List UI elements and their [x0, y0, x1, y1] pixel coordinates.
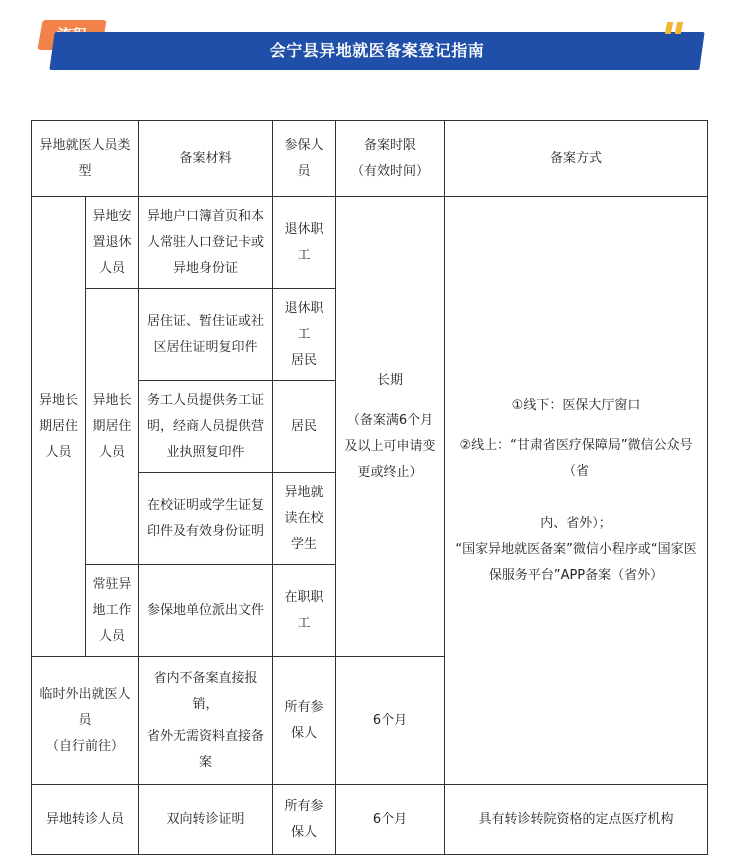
insured-cell: 居民 [273, 381, 336, 473]
temporary-period: 6个月 [336, 657, 445, 785]
method-online-scope: 内、省外）； [540, 515, 612, 531]
materials-cell: 异地户口簿首页和本人常驻人口登记卡或异地身份证 [139, 197, 273, 289]
materials-cell: 务工人员提供务工证明，经商人员提供营业执照复印件 [139, 381, 273, 473]
materials-cell: 居住证、暂住证或社区居住证明复印件 [139, 289, 273, 381]
sub-resettled-label: 异地安置退休人员 [86, 197, 139, 289]
long-term-period [336, 197, 445, 657]
period-note: （备案满6个月及以上可申请变更或终止） [344, 412, 436, 480]
temporary-label-note: （自行前往） [46, 738, 125, 754]
method-offline: ①线下：医保大厅窗口 [511, 397, 641, 413]
header-insured: 参保人员 [273, 121, 336, 197]
insured-resident: 居民 [291, 352, 318, 368]
header-type: 异地就医人员类型 [32, 121, 139, 197]
header-materials: 备案材料 [139, 121, 273, 197]
materials-cell [139, 657, 273, 785]
materials-in-province: 省内不备案直接报销， [153, 670, 258, 712]
materials-cell: 双向转诊证明 [139, 785, 273, 855]
guide-table [31, 120, 708, 855]
insured-cell: 退休职工 [273, 197, 336, 289]
method-cell [445, 197, 708, 785]
materials-out-province: 省外无需资料直接备案 [147, 728, 265, 770]
temporary-label-text: 临时外出就医人员 [39, 686, 131, 728]
sub-resident-label: 异地长期居住人员 [86, 289, 139, 565]
materials-cell: 在校证明或学生证复印件及有效身份证明 [139, 473, 273, 565]
referral-period: 6个月 [336, 785, 445, 855]
insured-cell: 所有参保人 [273, 785, 336, 855]
temporary-label [32, 657, 139, 785]
insured-cell: 所有参保人 [273, 657, 336, 785]
method-national: “国家异地就医备案”微信小程序或“国家医保服务平台”APP备案（省外） [455, 541, 697, 583]
header-period-note: （有效时间） [351, 163, 430, 179]
header-period-label: 备案时限 [364, 137, 417, 153]
method-online: ②线上：“甘肃省医疗保障局”微信公众号（省 [459, 437, 693, 479]
page-title: 会宁县异地就医备案登记指南 [269, 41, 485, 60]
insured-cell: 在职职工 [273, 565, 336, 657]
insured-cell [273, 289, 336, 381]
table-row [32, 785, 708, 855]
header-method: 备案方式 [445, 121, 708, 197]
materials-cell: 参保地单位派出文件 [139, 565, 273, 657]
period-value: 长期 [377, 372, 404, 388]
header-period [336, 121, 445, 197]
table-row [32, 197, 708, 289]
insured-cell: 异地就读在校学生 [273, 473, 336, 565]
long-term-label: 异地长期居住人员 [32, 197, 86, 657]
referral-label: 异地转诊人员 [32, 785, 139, 855]
insured-retired: 退休职工 [284, 300, 324, 342]
referral-method: 具有转诊转院资格的定点医疗机构 [445, 785, 708, 855]
sub-work-label: 常驻异地工作人员 [86, 565, 139, 657]
header-row [32, 121, 708, 197]
